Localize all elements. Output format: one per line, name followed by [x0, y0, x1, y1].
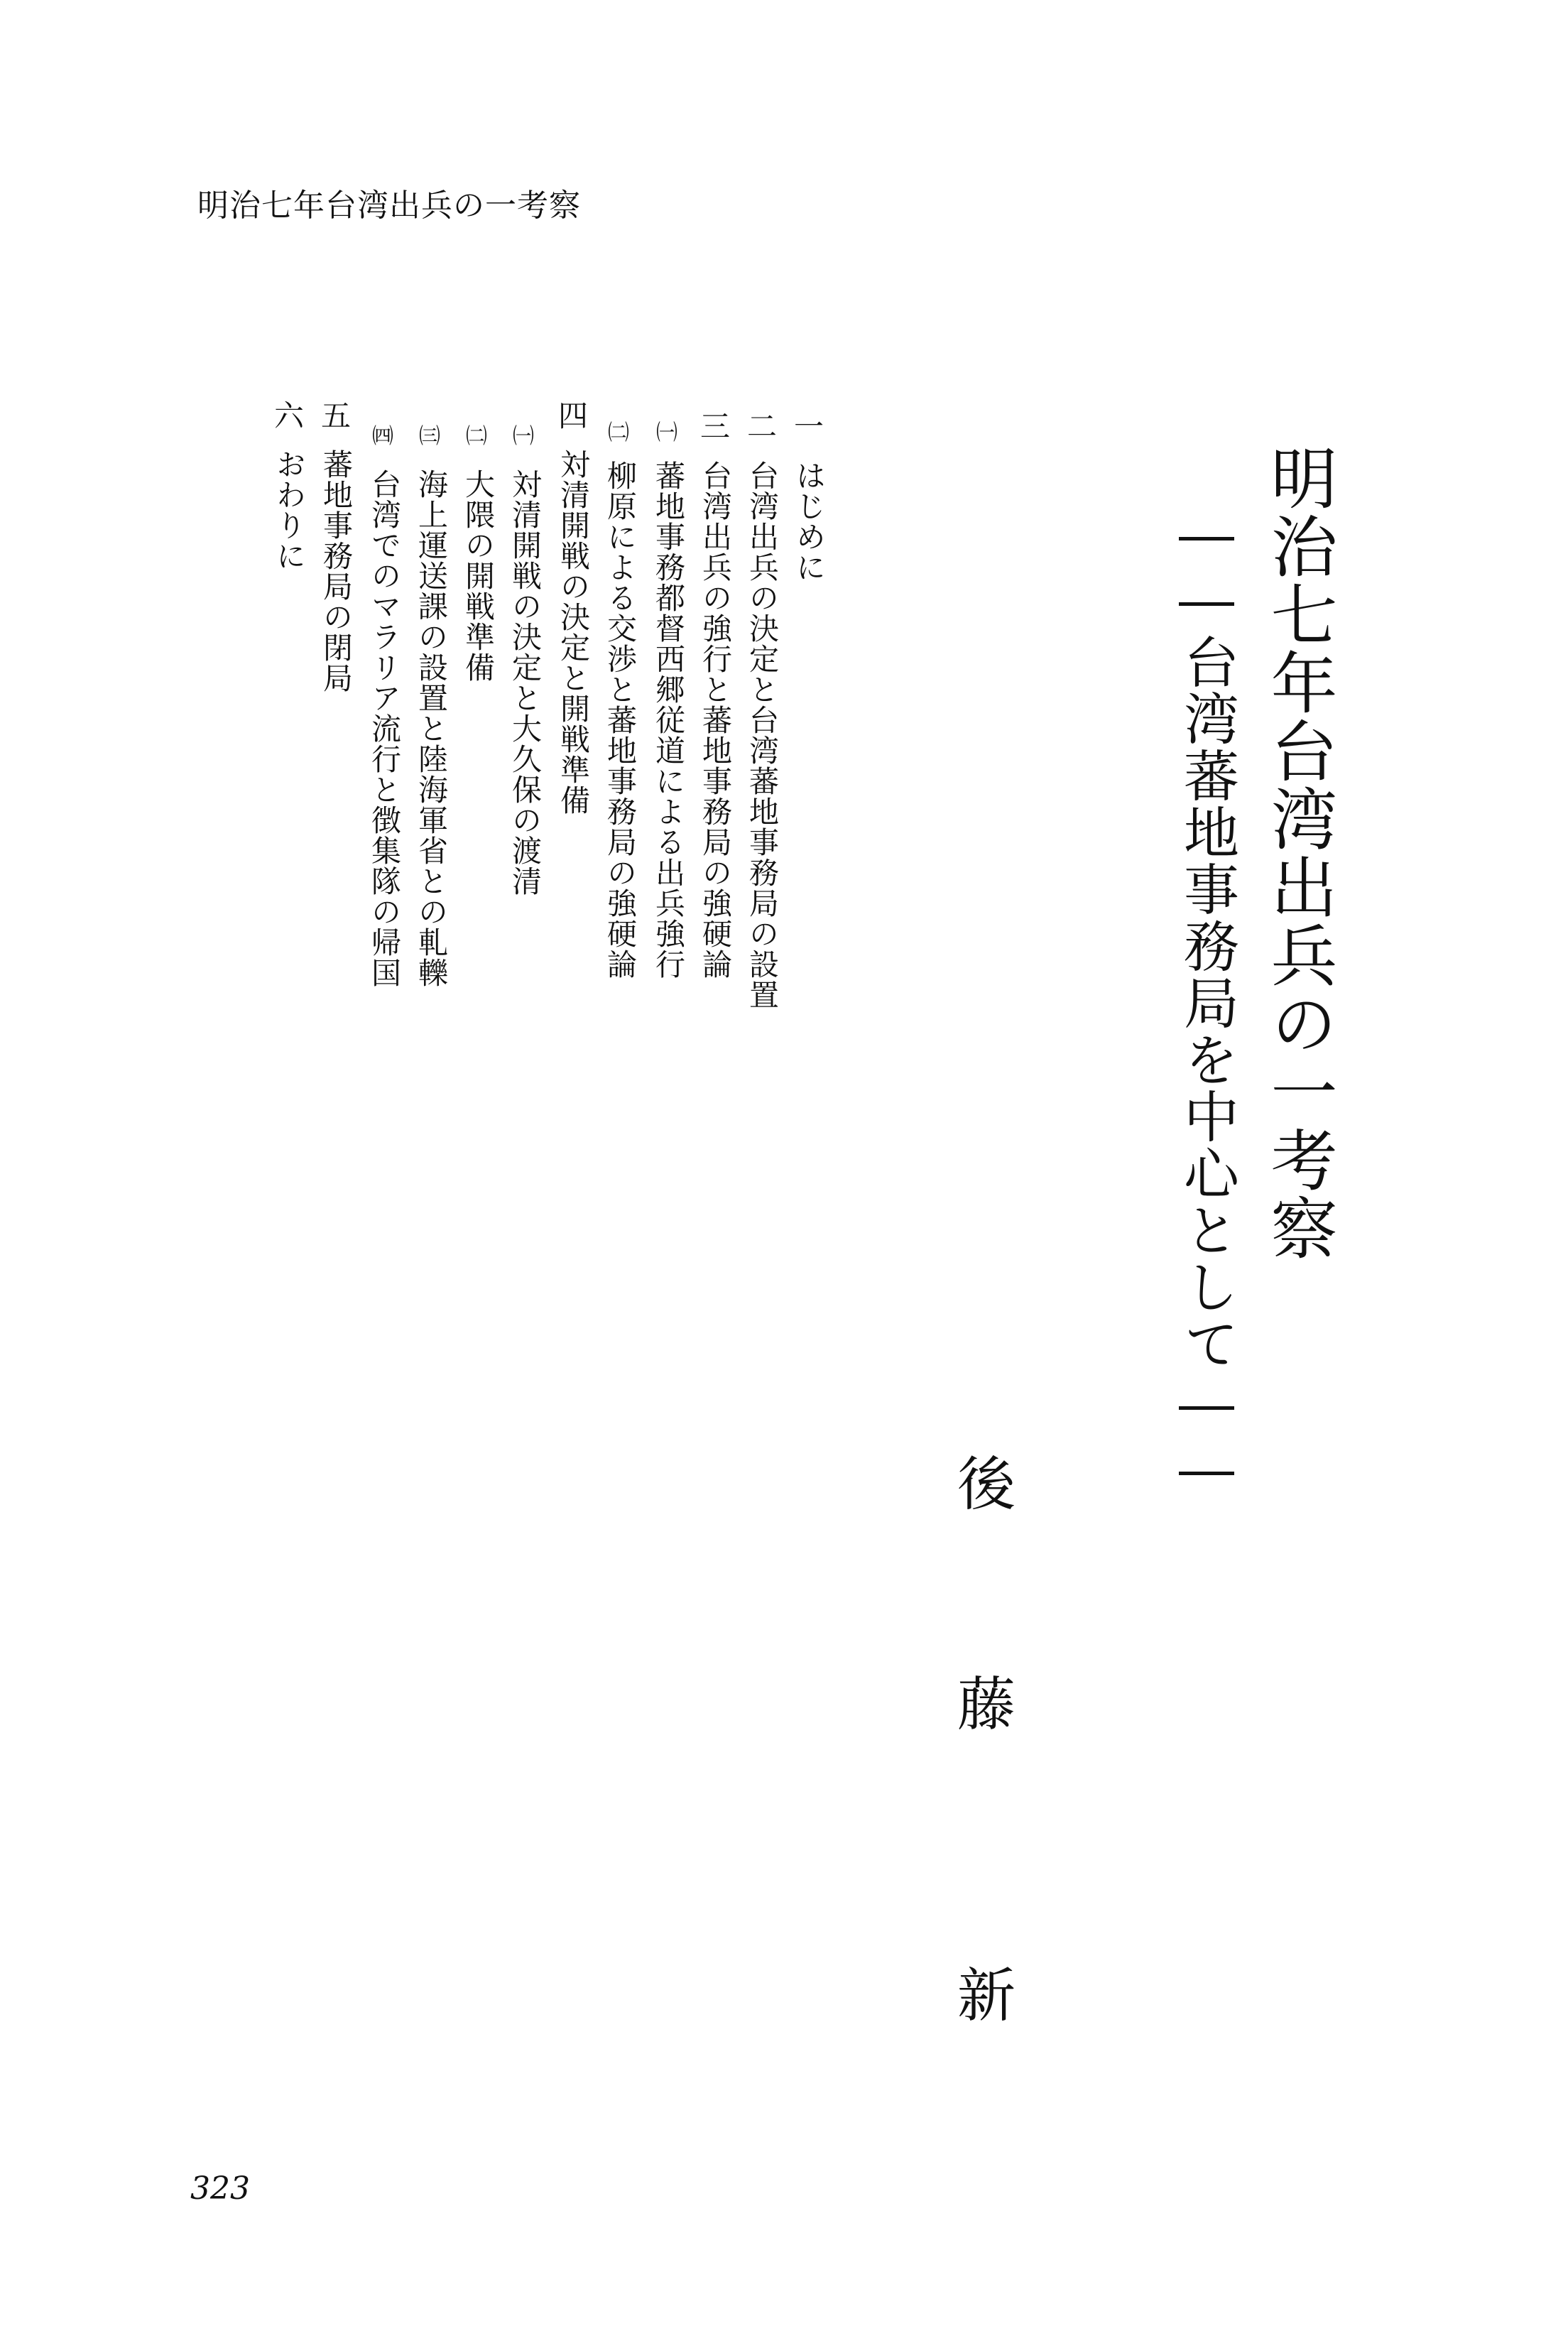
- toc-entry-label: 海上運送課の設置と陸海軍省との軋轢: [414, 469, 449, 988]
- toc-entry-label: 対清開戦の決定と開戦準備: [556, 449, 591, 815]
- toc-entry-label: 台湾でのマラリア流行と徴集隊の帰国: [367, 469, 402, 988]
- toc-subnumber: ㈡: [466, 424, 487, 449]
- toc-subnumber: ㈢: [419, 424, 440, 449]
- toc-entry-label: 台湾出兵の強行と蕃地事務局の強硬論: [698, 460, 733, 979]
- toc-number: 三: [700, 409, 731, 444]
- toc-subnumber: ㈠: [513, 424, 534, 449]
- author-char: 後: [957, 1451, 1016, 1518]
- toc-number: 二: [747, 409, 778, 444]
- toc-entry-label: はじめに: [792, 460, 827, 582]
- article-title: 明治七年台湾出兵の一考察: [1259, 444, 1336, 1262]
- toc-subnumber: ㈣: [372, 424, 393, 449]
- toc-subnumber: ㈠: [656, 420, 677, 445]
- author-char: 藤: [957, 1671, 1016, 1739]
- toc-entry-label: 台湾出兵の決定と台湾蕃地事務局の設置: [745, 460, 780, 1010]
- toc-entry-label: 蕃地事務局の閉局: [319, 449, 354, 693]
- toc-entry-label: 柳原による交渉と蕃地事務局の強硬論: [603, 460, 638, 979]
- toc-entry-label: 対清開戦の決定と大久保の渡清: [508, 469, 543, 896]
- toc-number: 一: [794, 409, 824, 444]
- page-number: 323: [190, 2170, 250, 2207]
- toc-number: 四: [558, 398, 589, 433]
- toc-entry-label: おわりに: [272, 449, 307, 571]
- toc-subnumber: ㈡: [608, 420, 629, 445]
- toc-number: 六: [274, 398, 305, 433]
- toc-entry-label: 蕃地事務都督西郷従道による出兵強行: [651, 460, 686, 979]
- toc-entry-label: 大隈の開戦準備: [461, 469, 496, 683]
- running-header: 明治七年台湾出兵の一考察: [197, 188, 581, 224]
- article-subtitle: ――台湾蕃地事務局を中心として――: [1175, 503, 1238, 1503]
- toc-number: 五: [321, 398, 352, 433]
- author-char: 新: [957, 1962, 1016, 2030]
